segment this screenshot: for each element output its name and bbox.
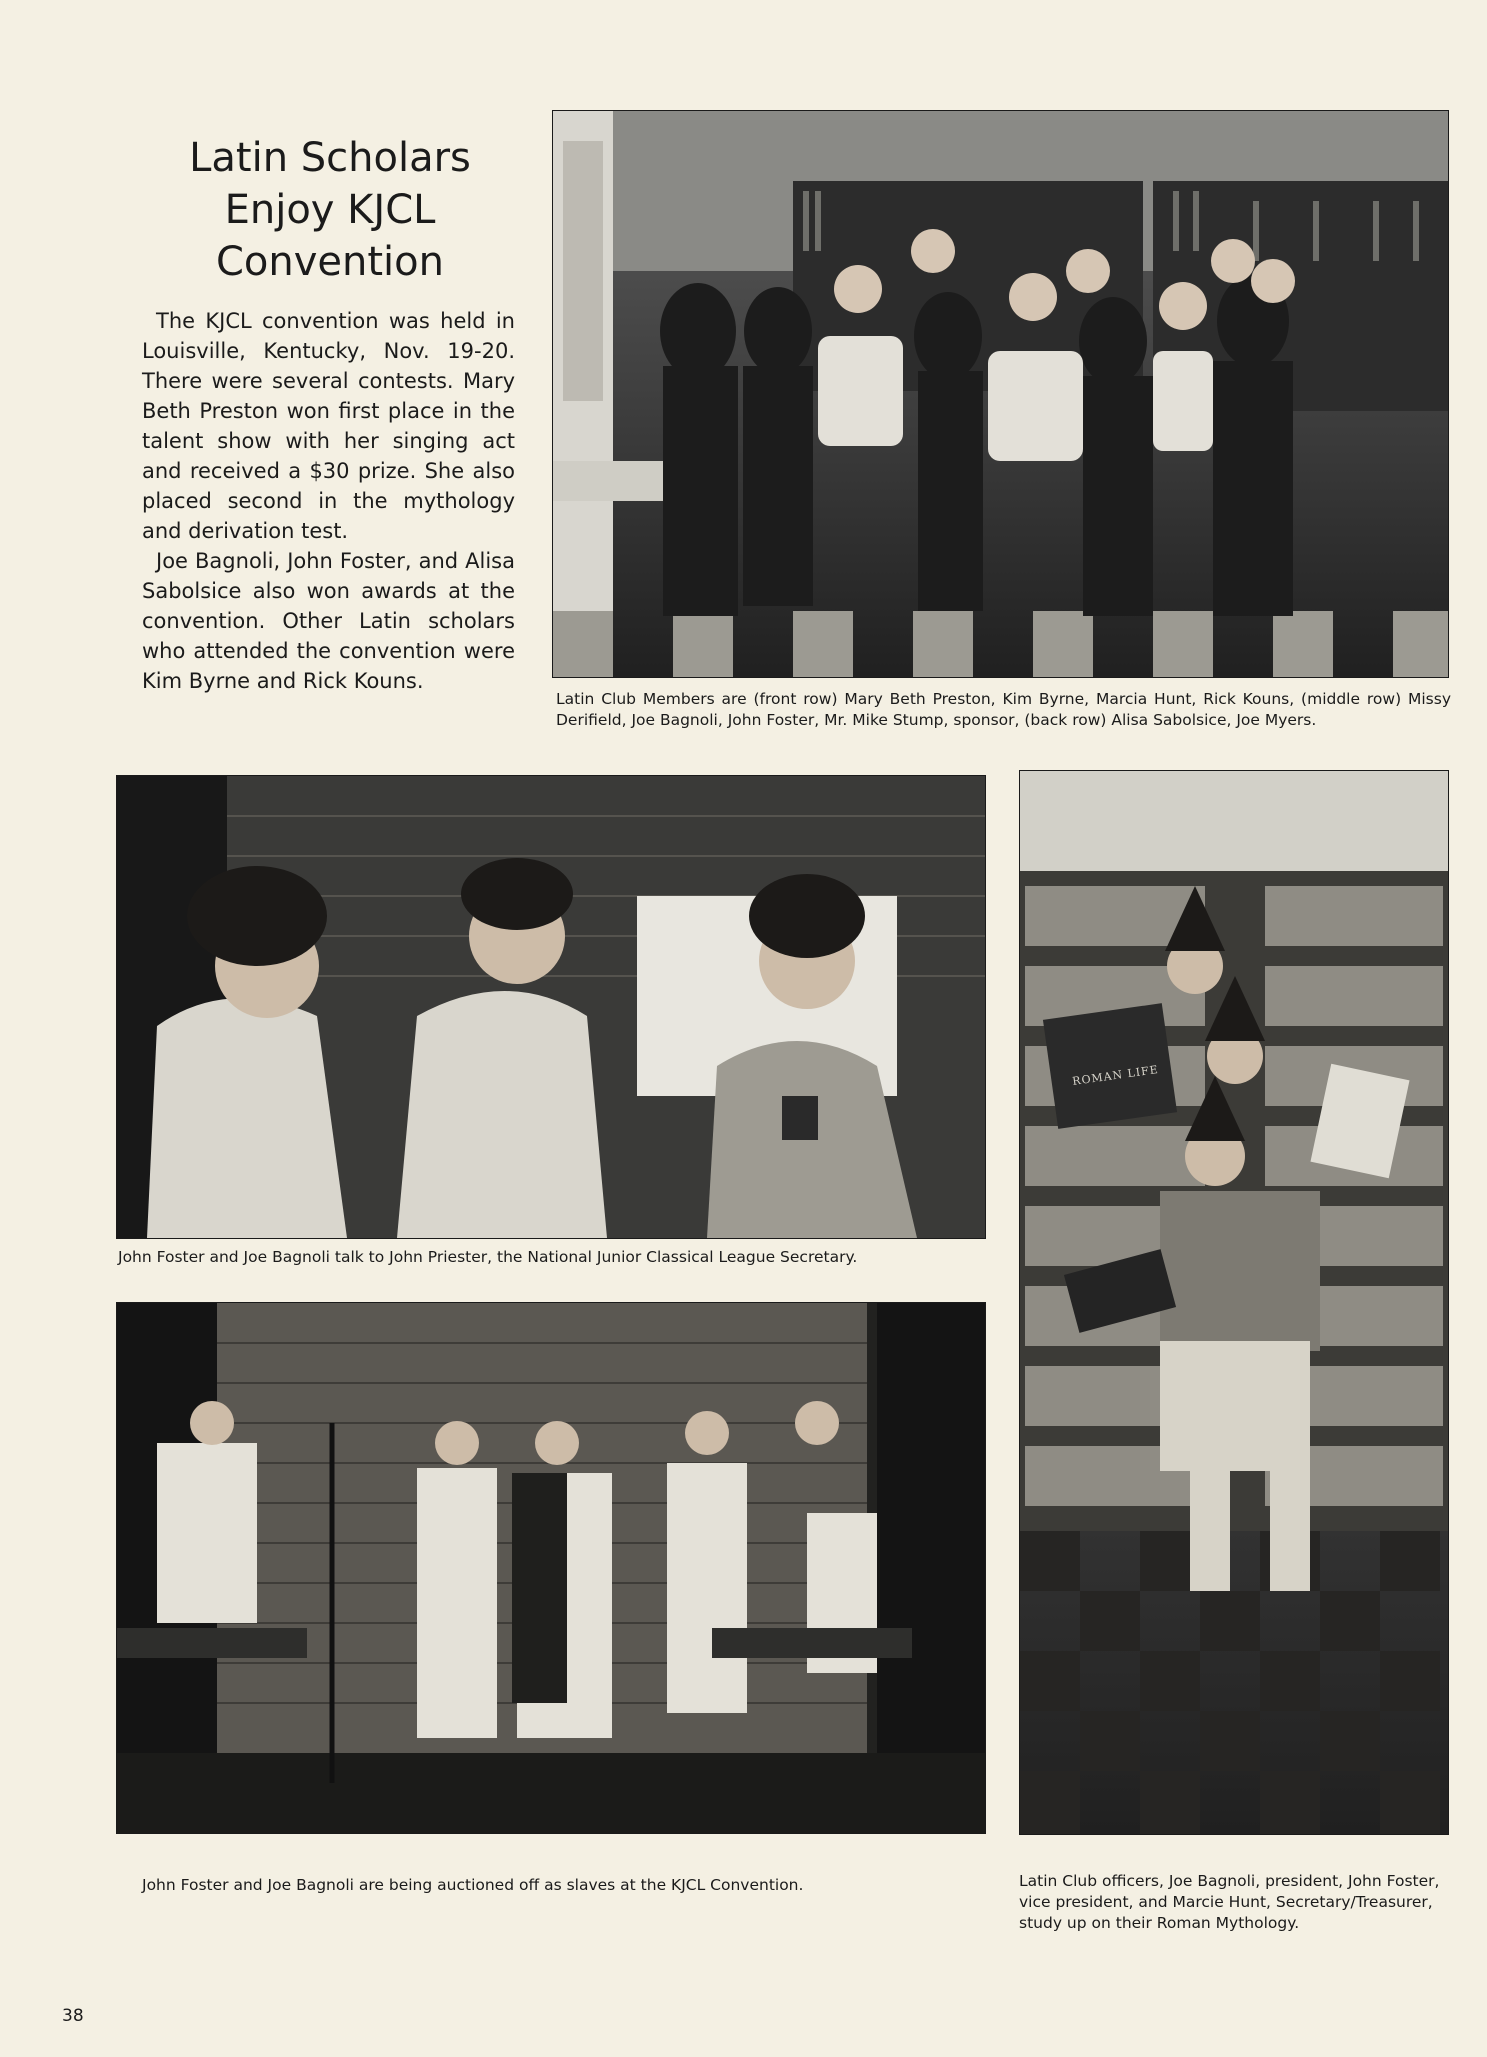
- article-paragraph: The KJCL convention was held in Louisville, Kentucky, Nov. 19-20. There were several contests. Mary Beth Preston won first place in the talent show with her singing act and received a $30 prize. She also placed second in the mythology and derivation test.: [142, 309, 515, 543]
- secretary-talk-illustration: [117, 776, 985, 1238]
- club-members-illustration: [553, 111, 1448, 677]
- article-paragraph: Joe Bagnoli, John Foster, and Alisa Sabolsice also won awards at the convention. Other Latin scholars who attended the convention were Kim Byrne and Rick Kouns.: [142, 549, 515, 693]
- officers-photo: [1019, 770, 1449, 1835]
- roman-life-book-title: ROMAN LIFE: [1071, 1063, 1160, 1088]
- slave-auction-caption: John Foster and Joe Bagnoli are being auctioned off as slaves at the KJCL Convention.: [142, 1876, 804, 1894]
- secretary-talk-photo: [116, 775, 986, 1239]
- secretary-talk-caption: John Foster and Joe Bagnoli talk to John Priester, the National Junior Classical League Secretary.: [118, 1248, 858, 1266]
- officers-caption: Latin Club officers, Joe Bagnoli, president, John Foster, vice president, and Marcie Hunt, Secretary/Treasurer, study up on their Roman Mythology.: [1019, 1872, 1440, 1932]
- slave-auction-photo: [116, 1302, 986, 1834]
- page-number: 38: [62, 2006, 84, 2026]
- club-members-caption: Latin Club Members are (front row) Mary Beth Preston, Kim Byrne, Marcia Hunt, Rick Kouns, (middle row) Missy Derifield, Joe Bagnoli, John Foster, Mr. Mike Stump, sponsor, (back row) Alisa Sabolsice, Joe Myers.: [556, 690, 1451, 729]
- article-headline: [130, 132, 530, 288]
- headline-line-2: Enjoy KJCL: [224, 187, 436, 233]
- club-members-photo: [552, 110, 1449, 678]
- officers-illustration: [1020, 771, 1448, 1834]
- slave-auction-illustration: [117, 1303, 985, 1833]
- headline-line-3: Convention: [215, 239, 444, 285]
- headline-line-1: Latin Scholars: [189, 135, 471, 181]
- article-body: [142, 306, 515, 696]
